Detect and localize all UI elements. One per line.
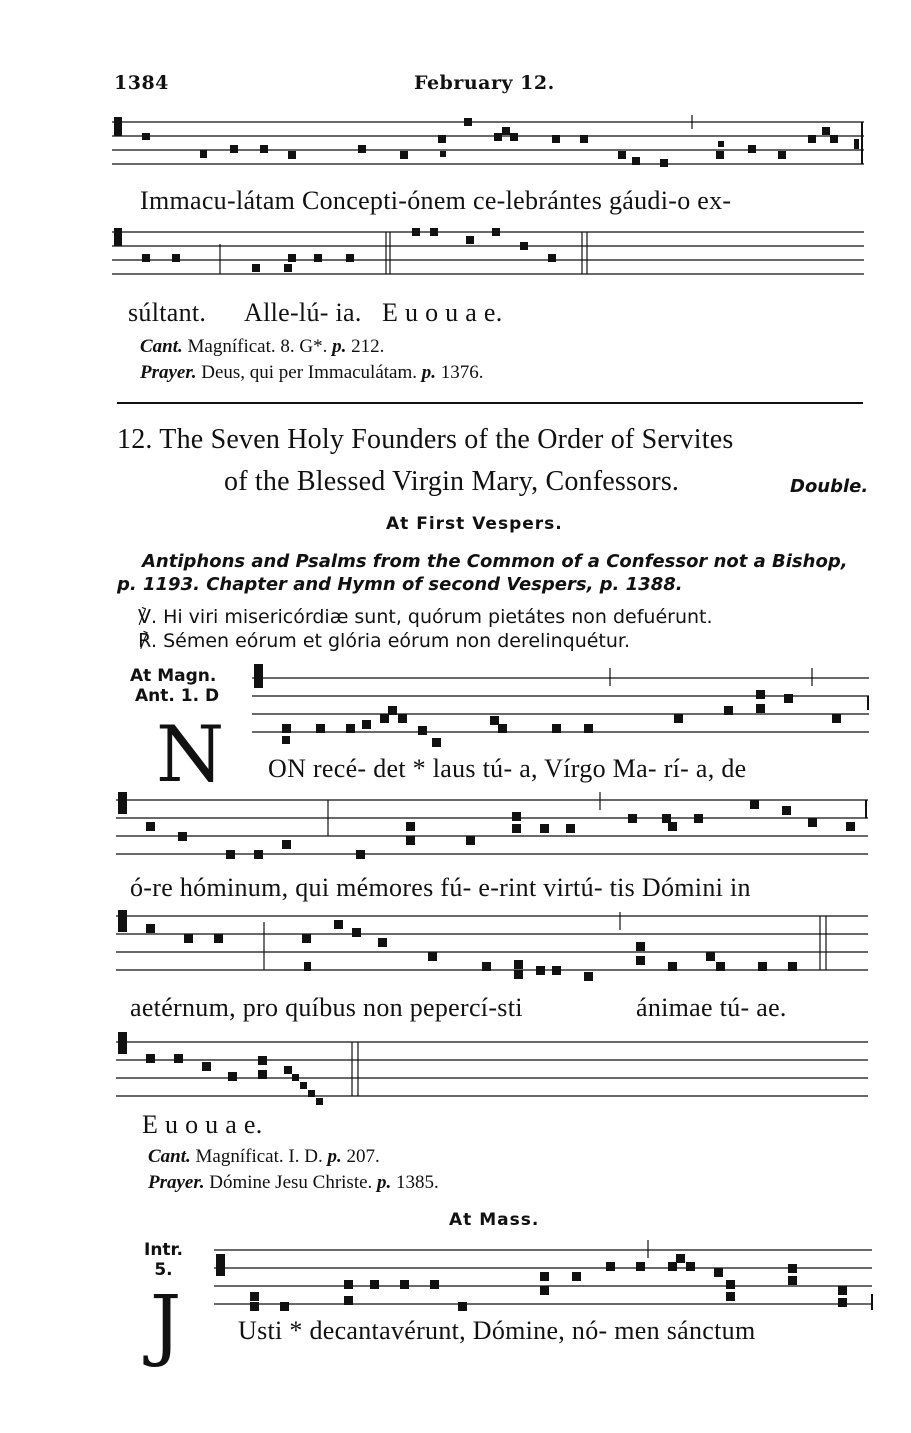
feast-rank: Double. — [790, 476, 869, 497]
chant-staff-1 — [112, 115, 867, 170]
page-date: February 12. — [414, 72, 555, 94]
first-vespers-heading: At First Vespers. — [386, 514, 563, 534]
chant-staff-2 — [112, 228, 867, 283]
antiphon-label: At Magn. Ant. 1. D — [130, 666, 220, 706]
lyric-line-2b: Alle-lú- ia. — [244, 298, 362, 327]
section-divider — [117, 402, 863, 404]
feast-title-line-2: of the Blessed Virgin Mary, Confessors. — [224, 466, 680, 497]
antiphon-line-4: E u o u a e. — [142, 1110, 263, 1139]
feast-title-line-1: 12. The Seven Holy Founders of the Order of Servites — [117, 424, 734, 455]
introit-label: Intr. 5. — [144, 1240, 183, 1280]
canticle-reference: Cant. Magníficat. 8. G*. p. 212. — [140, 336, 385, 357]
prayer-reference: Prayer. Deus, qui per Immaculátam. p. 1376. — [140, 362, 484, 383]
antiphon-line-1: ON recé- det * laus tú- a, Vírgo Ma- rí- a, de — [268, 754, 747, 783]
mass-heading: At Mass. — [449, 1210, 540, 1230]
lyric-line-2c: E u o u a e. — [382, 298, 503, 327]
rubric-line-2: p. 1193. Chapter and Hymn of second Vespers, p. 1388. — [117, 574, 683, 595]
introit-initial: J — [150, 1280, 182, 1370]
prayer-reference-2: Prayer. Dómine Jesu Christe. p. 1385. — [148, 1172, 439, 1193]
chant-staff-7 — [214, 1240, 874, 1320]
chant-staff-4 — [116, 788, 872, 868]
response: ℟. Sémen eórum et glória eórum non derelinquétur. — [138, 630, 631, 652]
canticle-reference-2: Cant. Magníficat. I. D. p. 207. — [148, 1146, 380, 1167]
versicle: ℣. Hi viri misericórdiæ sunt, quórum pietátes non defuérunt. — [138, 606, 713, 628]
lyric-line-2a: súltant. — [128, 298, 207, 327]
antiphon-line-2: ó-re hóminum, qui mémores fú- e-rint virtú- tis Dómini in — [130, 873, 751, 902]
chant-staff-5 — [116, 908, 872, 983]
chant-staff-3 — [252, 664, 872, 754]
page-number: 1384 — [114, 72, 169, 94]
introit-line-1: Usti * decantavérunt, Dómine, nó- men sánctum — [238, 1316, 756, 1345]
lyric-line-1: Immacu-látam Concepti-ónem ce-lebrántes gáudi-o ex- — [140, 186, 732, 215]
antiphon-line-3b: ánimae tú- ae. — [636, 993, 787, 1022]
antiphon-line-3: aetérnum, pro quíbus non pepercí-sti — [130, 993, 523, 1022]
rubric-line-1: Antiphons and Psalms from the Common of a Confessor not a Bishop, — [142, 551, 848, 572]
chant-staff-6 — [116, 1028, 872, 1108]
antiphon-initial: N — [156, 710, 225, 800]
